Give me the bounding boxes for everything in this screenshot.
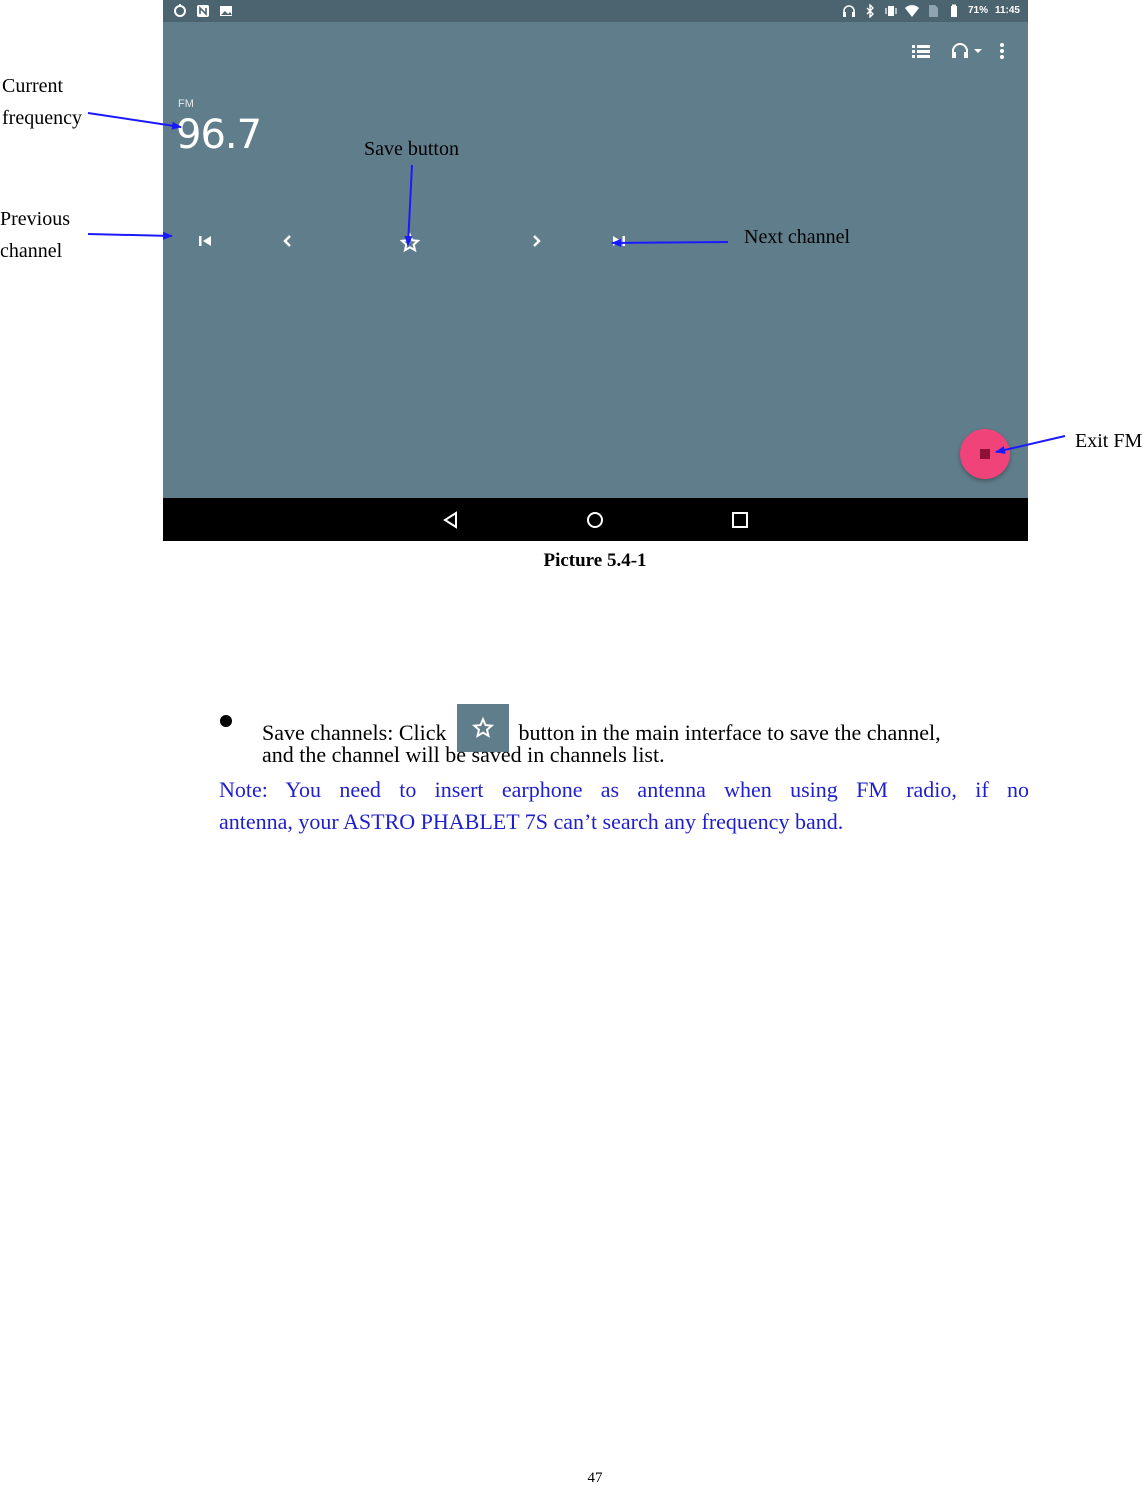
home-icon[interactable]	[584, 509, 606, 531]
nfc-icon	[196, 4, 210, 18]
band-label: FM	[178, 98, 194, 110]
seek-forward-icon[interactable]	[525, 230, 547, 252]
headset-icon	[842, 4, 856, 18]
chevron-down-icon[interactable]	[969, 40, 991, 62]
wifi-icon	[905, 4, 919, 18]
battery-percent: 71%	[967, 5, 988, 16]
bullet-prefix: Save channels: Click	[262, 720, 447, 745]
note-line-2: antenna, your ASTRO PHABLET 7S can’t search any frequency band.	[219, 809, 844, 834]
annotation-previous-line2: channel	[0, 240, 63, 262]
image-icon	[219, 4, 233, 18]
back-icon[interactable]	[440, 509, 462, 531]
navigation-bar	[163, 498, 1028, 541]
figure-caption: Picture 5.4-1	[543, 550, 647, 571]
recents-icon[interactable]	[729, 509, 751, 531]
bullet-point	[220, 715, 232, 727]
headphone-output-icon[interactable]	[949, 40, 971, 62]
stop-icon	[980, 449, 990, 459]
note-line-1: Note: You need to insert earphone as antenna when using FM radio, if no	[219, 777, 1029, 802]
annotation-current-line1: Current	[2, 75, 64, 97]
exit-fm-button[interactable]	[960, 429, 1010, 479]
vibrate-icon	[884, 4, 898, 18]
battery-icon	[947, 4, 961, 18]
annotation-save-button: Save button	[364, 138, 459, 160]
star-icon	[471, 716, 495, 740]
next-channel-icon[interactable]	[608, 230, 630, 252]
bluetooth-icon	[863, 4, 877, 18]
annotation-current-line2: frequency	[2, 107, 82, 129]
page-number: 47	[587, 1470, 603, 1486]
annotation-next-channel: Next channel	[744, 226, 851, 248]
previous-channel-icon[interactable]	[194, 230, 216, 252]
annotation-previous-channel	[0, 203, 70, 267]
status-bar	[163, 0, 1028, 22]
fm-radio-screenshot	[163, 0, 1028, 541]
seek-back-icon[interactable]	[277, 230, 299, 252]
annotation-previous-line1: Previous	[0, 208, 70, 230]
status-time: 11:45	[994, 5, 1020, 16]
annotation-current-frequency	[2, 70, 82, 134]
save-star-icon[interactable]	[399, 232, 421, 254]
annotation-exit-fm: Exit FM	[1075, 430, 1143, 452]
more-options-icon[interactable]	[991, 40, 1013, 62]
current-frequency: 96.7	[176, 112, 262, 158]
bullet-line-2: and the channel will be saved in channels list.	[262, 742, 665, 767]
bullet-suffix: button in the main interface to save the channel,	[518, 720, 941, 745]
arrow-previous-channel	[88, 234, 172, 236]
no-sim-icon	[926, 4, 940, 18]
channel-list-icon[interactable]	[910, 40, 932, 62]
settings-sync-icon	[173, 4, 187, 18]
